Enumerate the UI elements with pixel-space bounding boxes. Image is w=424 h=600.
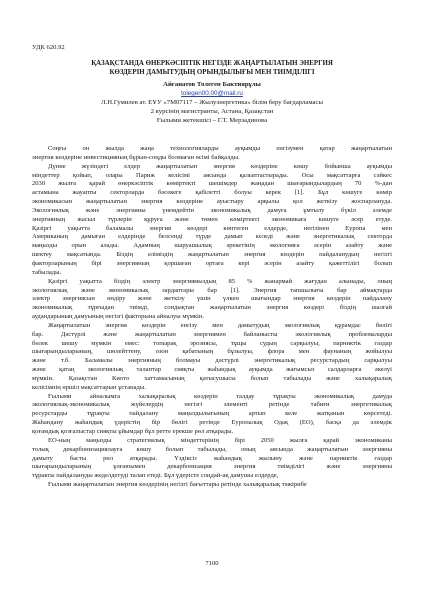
author-affiliation: Л.Н.Гумилев ат. ЕҰУ «7М07117 – Жылуэнергетика» білім беру бағдарламасы — [101, 98, 323, 106]
text-line: Қазіргі уақытта біздің электр энергиямыздың 85 % жанармай жағудан алынады, оның — [48, 277, 392, 285]
title-line-1: ҚАЗАҚСТАНДА ӨНЕРКӘСІПТІК НЕГІЗДЕ ЖАҢАРТЫЛАТЫН ЭНЕРГИЯ — [91, 60, 333, 67]
body-paragraph — [32, 278, 392, 322]
text-line: Ғылыми айналымға халықаралық көздерін талдау тұрақты экономикалық дамуда — [48, 392, 392, 400]
text-line: келісімнің өршіл мақсаттарын ұстанады. — [32, 383, 146, 391]
author-email-link[interactable]: tolegen00.00@mail.ru — [181, 89, 243, 97]
text-line: астамына жауапты секторларда бәсекеге қабілетті болуы керек [1]. Бұл көшуге көмір — [32, 189, 392, 197]
text-line: Американың дамыған елдерінде белсенді түрде дамып келеді және энергетикалық сектордa — [32, 233, 392, 241]
text-line: шектеу мақсатында. Біздің еліміздің жаңартылатын энергия көздерін пайдаланудың негізгі — [32, 251, 392, 259]
text-line: Ғылыми жаңартылатын энергия көздерінің негізгі бағыттары ретінде халықаралық тәжірибе — [48, 481, 307, 489]
text-line: Қазіргі уақытта баламалы энергия көздері көптеген елдерде, негізінен Еуропа мен — [32, 224, 392, 232]
text-line: толық декарбонизациялауға көшу болып табылады, оның аясында жаңартылатын энергияны — [32, 445, 392, 453]
text-line: Экологиялық және энергияны үнемдейтін экономикалық дамуға ұмтылу бүкіл әлемде — [32, 206, 392, 214]
text-line: бөлек шешу мүмкін емес: топырақ эрозиясы, тұщы судың сарқылуы, парниктік газдар — [32, 339, 392, 347]
text-line: Соңғы он жылда жаңа технологияларды ауқымды енгізумен қатар жаңартылатын — [48, 145, 392, 152]
text-line: қоғамдық қозғалыстар сияқты ұйымдар бұл ретте ерекше рөл атқарады. — [32, 428, 234, 435]
title-line-2: КӨЗДЕРІН ДАМЫТУДЫҢ ОРЫНДЫЛЫҒЫ МЕН ТИІМДІЛІГІ — [109, 68, 315, 76]
text-line: шығарындыларының, шөлейттену, озон қабатының бұзылуы, флора мен фаунаның жойылуы — [32, 348, 392, 356]
text-line: аудандарының дамуының негізгі факторына айналуы мүмкін. — [32, 313, 205, 321]
body-paragraph — [32, 481, 392, 490]
text-line: табылады. — [32, 268, 62, 276]
text-line: мүмкін. Қазақстан Киото хаттамасының қатысушысы болып табылады және халықаралық — [32, 374, 392, 382]
text-line: факторларының бірі энергияның қоршаған ортаға кері әсерін азайту қажеттілігі болып — [32, 259, 392, 267]
text-line: Жаһандану жаһандық үдерістің бір бөлігі ретінде Еуропалық Одақ (ЕО), басқа да әлемдік — [32, 419, 392, 427]
supervisor: Ғылыми жетекшісі – Г.Т. Мерзадинова — [156, 116, 268, 124]
body-paragraph — [32, 437, 392, 481]
text-line: бар. Дәстүрлі және жаңартылатын энергиямен байланысты экологиялық проблемаларды — [32, 330, 392, 338]
text-line: экономикасын жаңартылатын энергия көздеріне ауыстыру арқылы қол жеткізу жоспарлануда. — [32, 198, 392, 206]
text-line: ресурстарды тұрақты пайдалану маңыздылығының артып келе жатқанын көрсетеді. — [32, 410, 392, 418]
paper-title — [32, 60, 392, 78]
body-paragraph — [32, 393, 392, 437]
text-line: маңызды орын алады. Адамның шаруашылық әрекетінің экологияға әсерін азайту және — [32, 242, 392, 250]
text-line: Дүние жүзіндегі елдер жаңартылатын энергия көздеріне көшу бойынша ауқымды — [48, 162, 392, 170]
body-paragraph — [32, 145, 392, 163]
page-number: 7100 — [205, 560, 219, 567]
text-line: экономикалық тұрғыдан тиімді, сондықтан жаңартылатын энергия көздері біздің шалғай — [32, 304, 392, 312]
text-line: электр энергиясын өндіру және жеткізу үшін үлкен шығындар энергия көздерін пайдалану — [32, 295, 392, 303]
text-line: дамыту басты рөл атқарады. Үздіксіз жаһандық жылыну және парниктік газдар — [32, 454, 392, 462]
text-line: тұракты пайдалануды жеделдетуді талап етеді. Бұл үдерісте соңдай-ақ дамушы елдерде, — [32, 472, 279, 480]
body-paragraph — [32, 163, 392, 278]
text-line: және қатаң экологиялық талаптар сияқты жаһандық ауқымда жағымсыз салдарларға әкелуі — [32, 366, 392, 374]
author-name: Айганатов Толеген Бактиярұлы — [163, 81, 261, 88]
body-paragraph — [32, 322, 392, 393]
text-line: экологиялық-экономикалық жүйелердің негізгі элементі ретінде табиғи энергетикалық — [32, 401, 392, 409]
text-line: міндеттер қойып, олары Париж келісімі аясында қалыптастырады. Осы мақсаттарға сәйкес — [32, 171, 392, 179]
text-line: экологиялық және экономикалық зардаптары бар [1]. Энергия тапшылығы бар аймақтарда — [32, 286, 392, 294]
udc-code: УДК 620.92 — [32, 44, 65, 51]
author-course: 2 курсінің магистранты, Астана, Қазақстан — [150, 107, 274, 115]
author-block — [32, 81, 392, 126]
text-line: энергия көздеріне инвестицияның бұрын-соңды болмаған өсімі байқалды. — [32, 153, 240, 161]
text-line: Жаңартылатын энергия көздерін енгізу мен дамытудың экологиялық құрамдас бөлігі — [48, 321, 392, 329]
text-line: және т.б. Баламалы энергияның болмауы дәстүрлі энергетикалық ресурстардың сарқылуы — [32, 357, 392, 365]
text-line: ЕО-ның маңызды стратегиялық міндеттерінің бірі 2050 жылға қарай экономиканы — [48, 436, 392, 444]
paper-body — [32, 145, 392, 490]
text-line: шығарындыларының ұлғаюымен декарбонизация энергия тиімділігі және энергияны — [32, 463, 392, 471]
text-line: энергияның жасыл түрлерін құруға және төмен көміртекті экономикаға көшуге әсер етуде. — [32, 215, 392, 223]
text-line: 2030 жылға қарай өнеркәсіптік көміртекті шешімдер жаңадан шығарындылардың 70 %-дан — [32, 180, 392, 188]
